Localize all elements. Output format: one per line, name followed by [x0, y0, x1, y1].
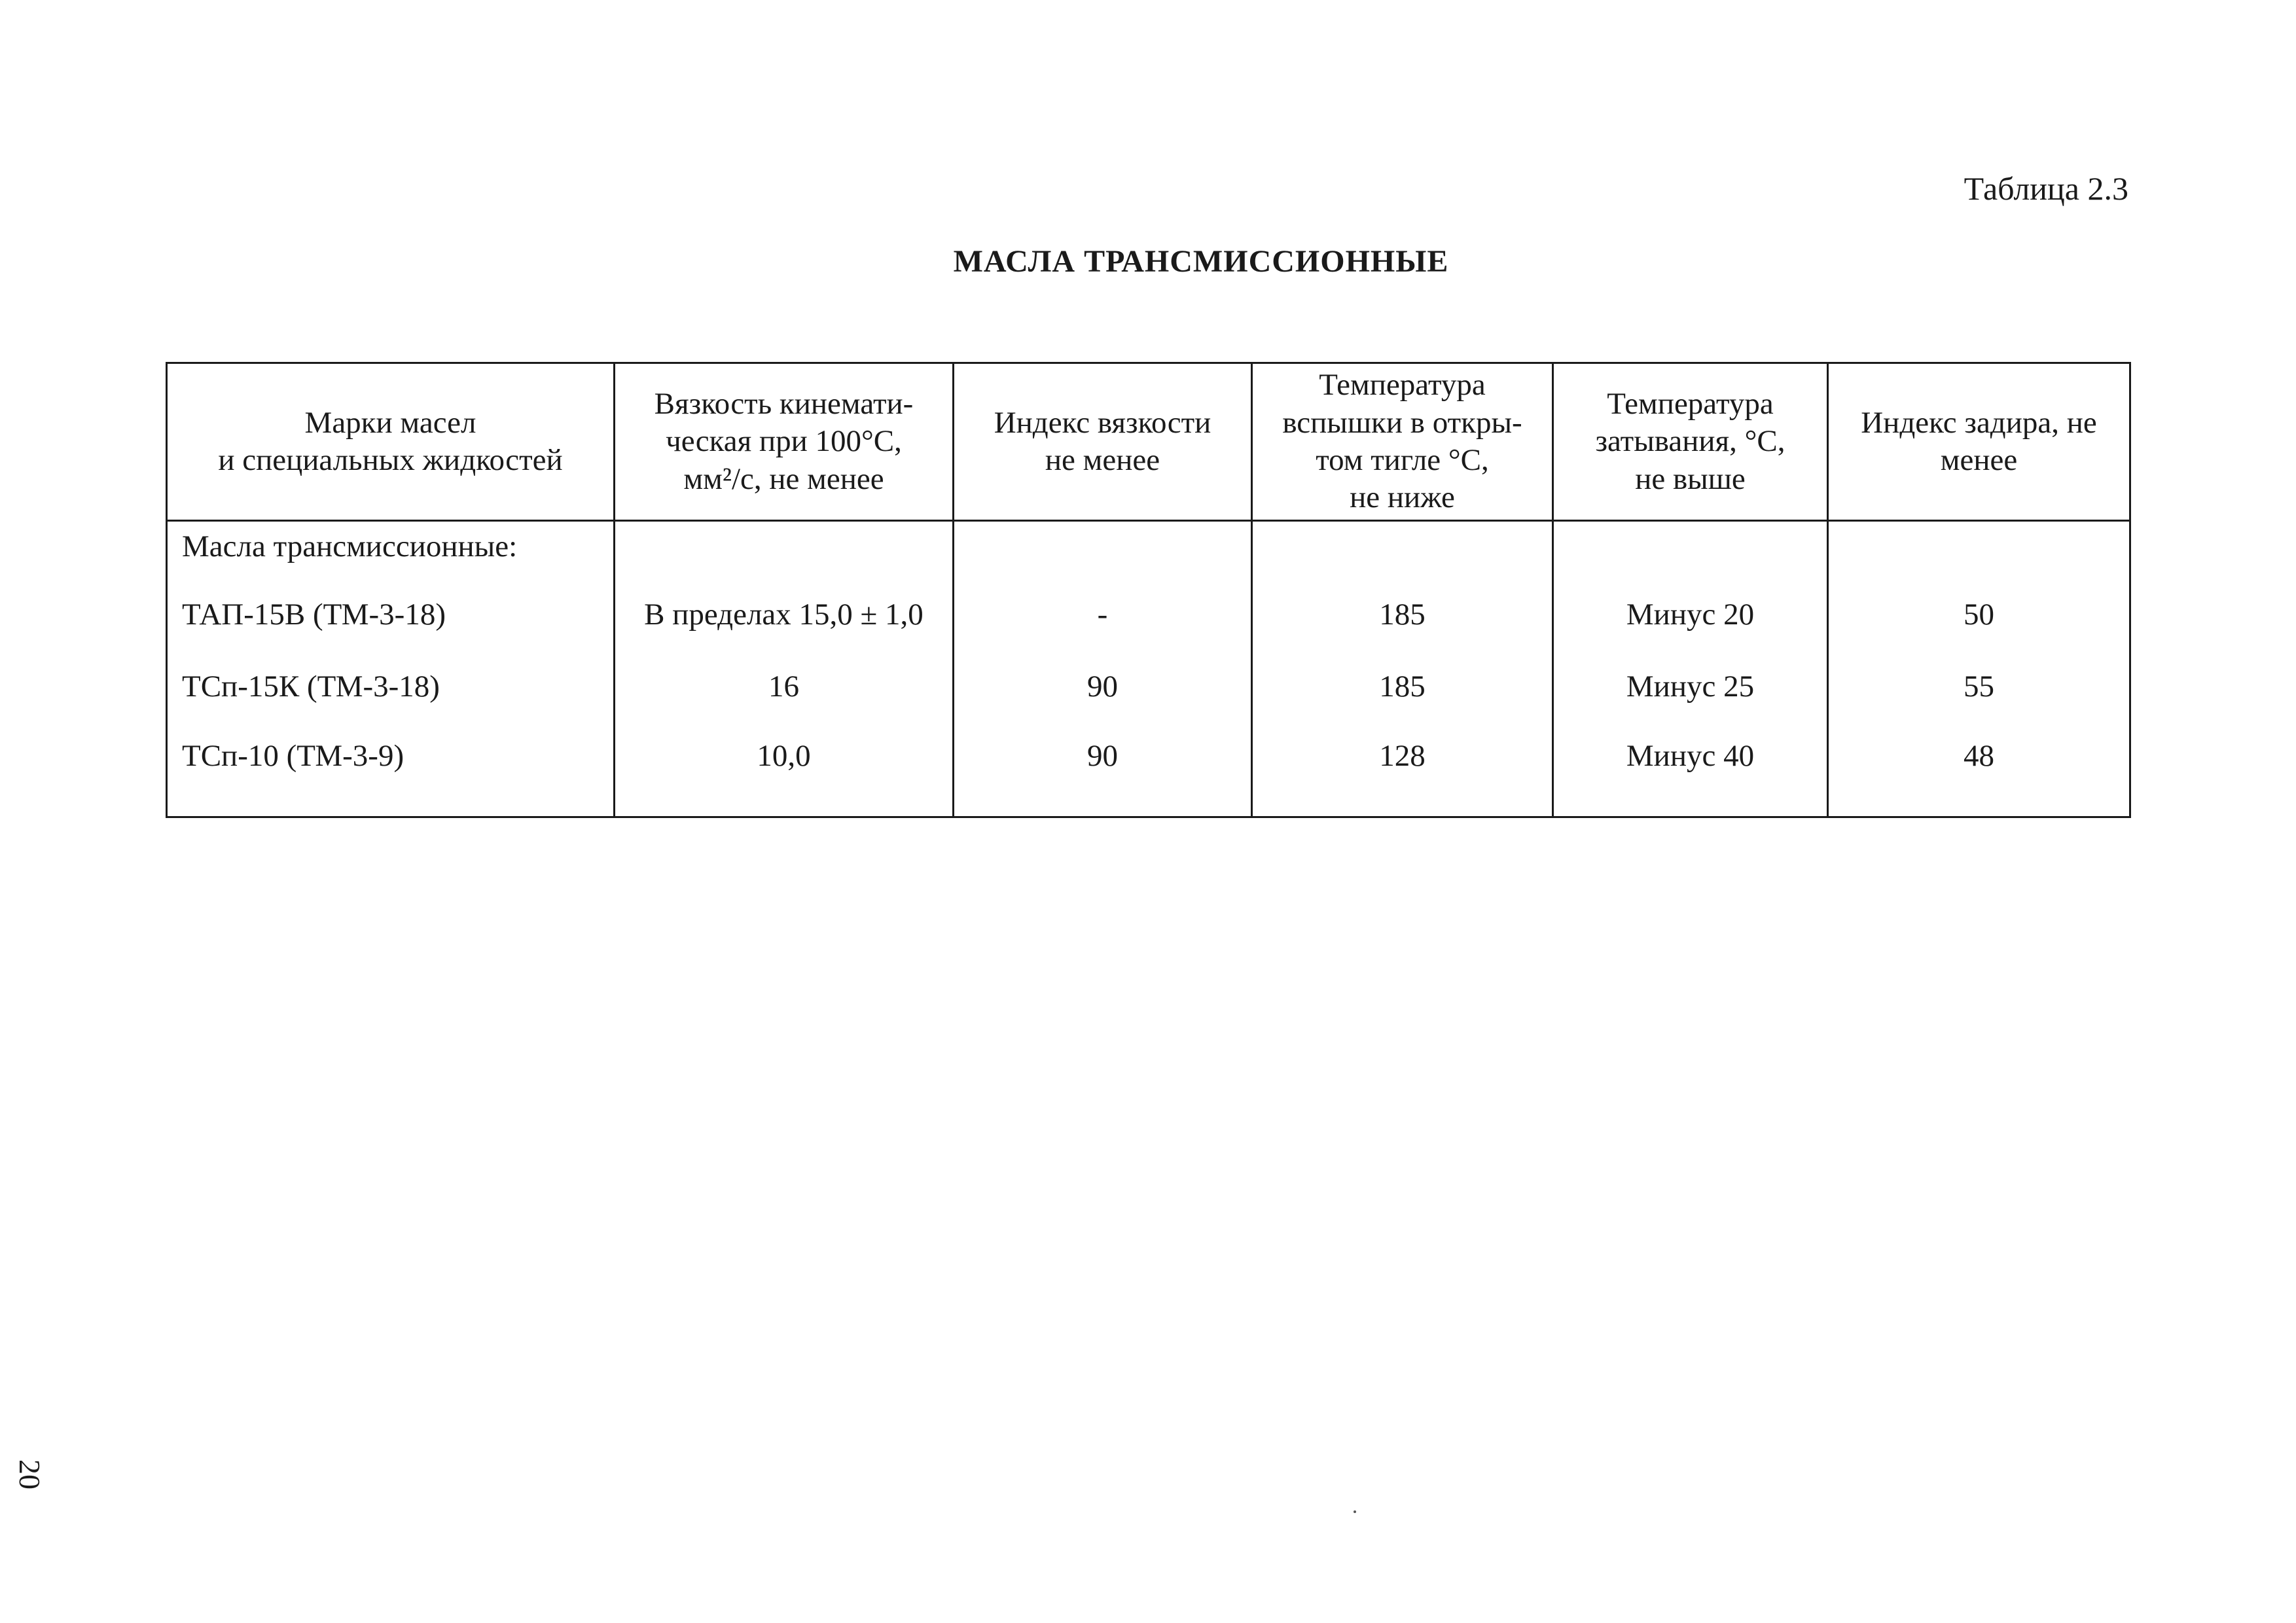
- cell-viscosity: 16: [615, 651, 954, 723]
- page-number: 20: [13, 1459, 46, 1489]
- cell-viscosity-index: 90: [954, 651, 1252, 723]
- header-line: Вязкость кинемати-: [654, 387, 914, 421]
- header-oil-brand: [167, 363, 615, 521]
- cell-oil-brand: ТСп-15К (ТМ-3-18): [167, 651, 615, 723]
- header-line: не менее: [1045, 443, 1160, 477]
- table-cell: [954, 521, 1252, 580]
- header-line: Марки масел: [304, 405, 476, 440]
- cell-pour-point: Минус 20: [1553, 579, 1828, 651]
- cell-scuffing-index: 50: [1828, 579, 2130, 651]
- header-viscosity: [615, 363, 954, 521]
- table-number: Таблица 2.3: [1964, 170, 2128, 207]
- header-line: менее: [1940, 443, 2018, 477]
- table-cell: [615, 521, 954, 580]
- table-cell: [1553, 521, 1828, 580]
- cell-pour-point: Минус 40: [1553, 723, 1828, 817]
- cell-flash-point: 185: [1252, 651, 1553, 723]
- cell-viscosity: В пределах 15,0 ± 1,0: [615, 579, 954, 651]
- table-group-row: [167, 521, 2130, 580]
- header-line: не выше: [1635, 461, 1746, 496]
- cell-viscosity: 10,0: [615, 723, 954, 817]
- header-flash-point: [1252, 363, 1553, 521]
- cell-flash-point: 128: [1252, 723, 1553, 817]
- group-label: Масла трансмиссионные:: [167, 521, 615, 580]
- table-row: [167, 579, 2130, 651]
- header-line: затывания, °С,: [1595, 424, 1785, 459]
- cell-viscosity-index: -: [954, 579, 1252, 651]
- header-pour-point: [1553, 363, 1828, 521]
- table-header-row: [167, 363, 2130, 521]
- table-cell: [1252, 521, 1553, 580]
- cell-scuffing-index: 55: [1828, 651, 2130, 723]
- header-line: том тигле °С,: [1316, 443, 1489, 477]
- header-line: мм²/с, не менее: [683, 461, 884, 496]
- header-line: не ниже: [1350, 480, 1455, 515]
- cell-oil-brand: ТАП-15В (ТМ-3-18): [167, 579, 615, 651]
- cell-viscosity-index: 90: [954, 723, 1252, 817]
- cell-scuffing-index: 48: [1828, 723, 2130, 817]
- oils-table: [166, 362, 2131, 818]
- header-viscosity-index: [954, 363, 1252, 521]
- page-title: МАСЛА ТРАНСМИССИОННЫЕ: [953, 244, 1449, 279]
- header-line: вспышки в откры-: [1282, 405, 1522, 440]
- table-row: [167, 651, 2130, 723]
- scan-speck: [1354, 1510, 1356, 1513]
- table-cell: [1828, 521, 2130, 580]
- header-scuffing-index: [1828, 363, 2130, 521]
- header-line: Температура: [1319, 368, 1486, 402]
- cell-flash-point: 185: [1252, 579, 1553, 651]
- header-line: Индекс вязкости: [994, 405, 1211, 440]
- header-line: Индекс задира, не: [1861, 405, 2097, 440]
- cell-oil-brand: ТСп-10 (ТМ-3-9): [167, 723, 615, 817]
- cell-pour-point: Минус 25: [1553, 651, 1828, 723]
- table-row: [167, 723, 2130, 817]
- header-line: Температура: [1607, 387, 1774, 421]
- header-line: ческая при 100°С,: [666, 424, 902, 459]
- header-line: и специальных жидкостей: [218, 443, 563, 477]
